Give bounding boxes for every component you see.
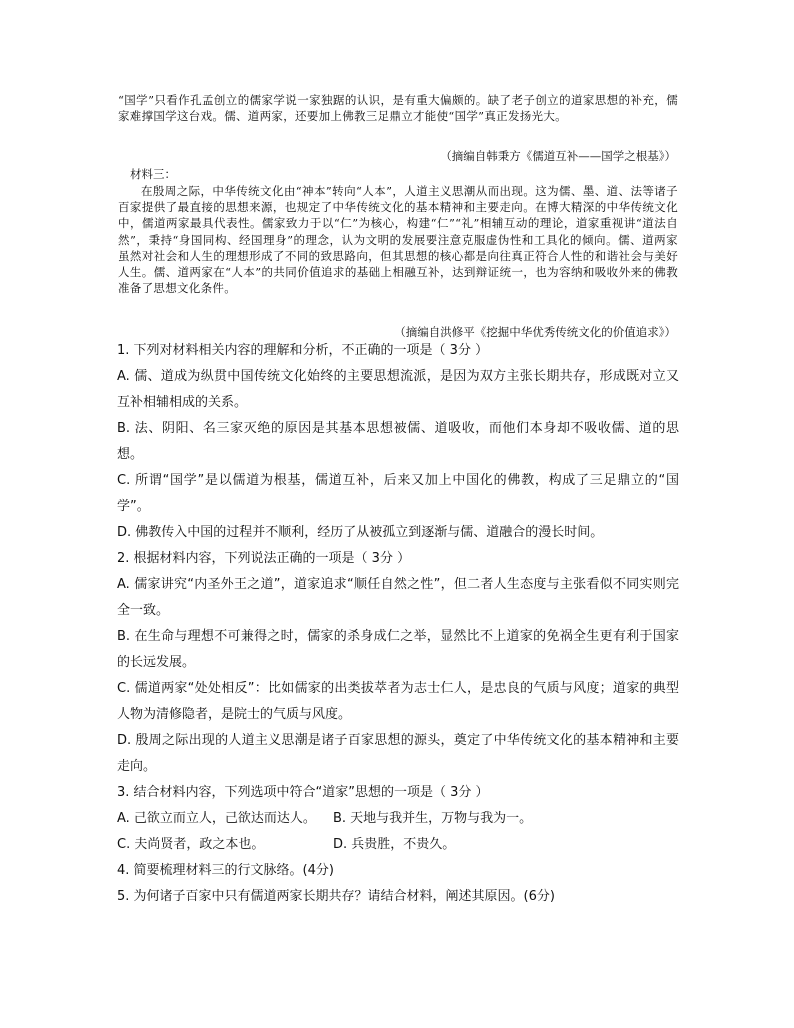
question-1-option-c: C. 所谓“国学”是以儒道为根基，儒道互补，后来又加上中国化的佛教，构成了三足鼎立的“国学”。 [117,473,679,514]
passage-paragraph: “国学”只看作孔孟创立的儒家学说一家独踞的认识，是有重大偏颇的。缺了老子创立的道家思想的补充，儒家难撑国学这台戏。儒、道两家，还要加上佛教三足鼎立才能使“国学”真正发扬光大。 [118,93,678,124]
material3-paragraph: 在殷周之际，中华传统文化由“神本”转向“人本”，人道主义思潮从而出现。这为儒、墨、道、法等诸子百家提供了最直接的思想来源，也规定了中华传统文化的基本精神和主要走向。在博大精深的中华传统文化中，儒道两家最具代表性。儒家致力于以“仁”为核心，构建“仁”“礼”相辅互动的理论，道家重视讲“道法自然”，秉持“身国同构、经国理身”的理念，认为文明的发展要注意克服虚伪性和工具化的倾向。儒、道两家虽然对社会和人生的理想形成了不同的致思路向，但其思想的核心都是向往真正符合人性的和谐社会与美好人生。儒、道两家在“人本”的共同价值追求的基础上相融互补，达到辩证统一，也为容纳和吸收外来的佛教准备了思想文化条件。 [118,184,678,296]
question-3-option-d: D. 兵贵胜，不贵久。 [333,837,456,852]
question-3-stem: 3. 结合材料内容，下列选项中符合“道家”思想的一项是（ 3分 ） [117,785,489,800]
question-1-option-b: B. 法、阴阳、名三家灭绝的原因是其基本思想被儒、道吸收，而他们本身却不吸收儒、道的思想。 [117,421,679,462]
question-3-option-a: A. 己欲立而立人，己欲达而达人。 [117,811,316,826]
question-3-options-row2 [117,832,679,858]
passage-excerpt-top [118,92,678,124]
question-block [117,338,679,910]
question-3-option-b: B. 天地与我并生，万物与我为一。 [333,811,533,826]
question-2-option-c: C. 儒道两家“处处相反”：比如儒家的出类拔萃者为志士仁人，是忠良的气质与风度；道家的典型人物为清修隐者，是院士的气质与风度。 [117,681,679,722]
question-2-stem: 2. 根据材料内容，下列说法正确的一项是（ 3分 ） [117,551,411,566]
question-3-options-row1 [117,806,679,832]
source-citation-material3: （摘编自洪修平《挖掘中华优秀传统文化的价值追求》） [394,325,676,339]
question-2-option-d: D. 殷周之际出现的人道主义思潮是诸子百家思想的源头，奠定了中华传统文化的基本精神和主要走向。 [117,733,679,774]
question-1-stem: 1. 下列对材料相关内容的理解和分析，不正确的一项是（ 3分 ） [117,343,489,358]
question-3-option-c: C. 夫尚贤者，政之本也。 [117,837,265,852]
material3-passage [118,183,678,296]
source-citation-material2: （摘编自韩秉方《儒道互补——国学之根基》） [440,149,676,163]
question-2-option-a: A. 儒家讲究“内圣外王之道”，道家追求“顺任自然之性”，但二者人生态度与主张看似不同实则完全一致。 [117,577,679,618]
question-5: 5. 为何诸子百家中只有儒道两家长期共存？请结合材料，阐述其原因。(6分) [117,889,555,904]
question-2-option-b: B. 在生命与理想不可兼得之时，儒家的杀身成仁之举，显然比不上道家的免祸全生更有利于国家的长远发展。 [117,629,679,670]
question-1-option-d: D. 佛教传入中国的过程并不顺利，经历了从被孤立到逐渐与儒、道融合的漫长时间。 [117,525,604,540]
material3-title: 材料三： [130,167,176,181]
question-4: 4. 简要梳理材料三的行文脉络。(4分) [117,863,334,878]
question-1-option-a: A. 儒、道成为纵贯中国传统文化始终的主要思想流派，是因为双方主张长期共存，形成既对立又互补相辅相成的关系。 [117,369,679,410]
